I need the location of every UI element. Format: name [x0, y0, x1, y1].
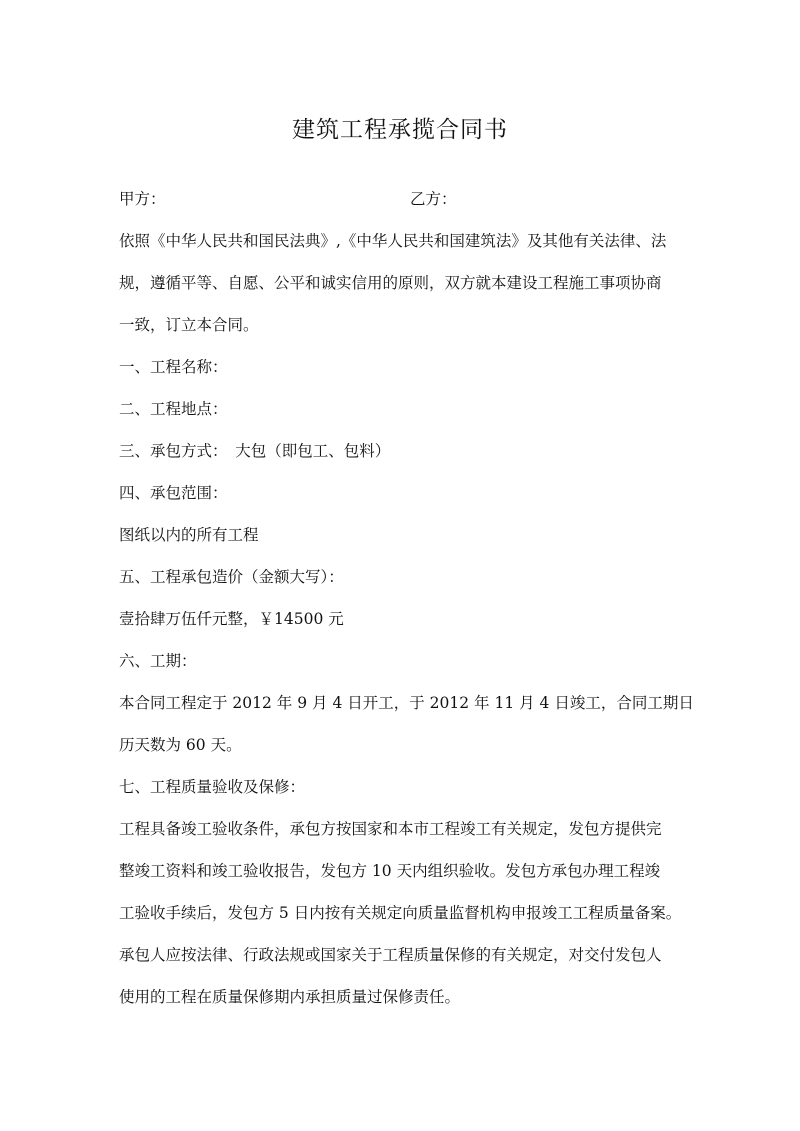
section-heading-contract-scope: 四、承包范围：: [119, 484, 228, 502]
body-line: 规，遵循平等、自愿、公平和诚实信用的原则，双方就本建设工程施工事项协商: [119, 274, 662, 292]
body-line: 工程具备竣工验收条件，承包方按国家和本市工程竣工有关规定，发包方提供完: [119, 820, 662, 838]
section-heading-duration: 六、工期：: [119, 652, 197, 670]
section-heading-quality-acceptance: 七、工程质量验收及保修：: [119, 778, 306, 796]
section-heading-contract-method: 三、承包方式： 大包（即包工、包料）: [119, 442, 391, 460]
body-line: 壹拾肆万伍仟元整，￥14500 元: [119, 610, 344, 628]
section-heading-contract-price: 五、工程承包造价（金额大写）：: [119, 568, 344, 586]
body-line: 工验收手续后，发包方 5 日内按有关规定向质量监督机构申报竣工工程质量备案。: [119, 904, 682, 922]
section-heading-project-name: 一、工程名称：: [119, 358, 228, 376]
section-heading-project-location: 二、工程地点：: [119, 400, 228, 418]
body-line: 历天数为 60 天。: [119, 736, 242, 754]
body-line: 依照《中华人民共和国民法典》,《中华人民共和国建筑法》及其他有关法律、法: [119, 232, 667, 250]
body-line: 使用的工程在质量保修期内承担质量过保修责任。: [119, 988, 461, 1006]
party-b-label: 乙方：: [410, 190, 457, 208]
body-line: 承包人应按法律、行政法规或国家关于工程质量保修的有关规定，对交付发包人: [119, 946, 662, 964]
body-line: 图纸以内的所有工程: [119, 526, 259, 544]
body-line: 一致，订立本合同。: [119, 316, 259, 334]
party-a-label: 甲方：: [119, 190, 166, 208]
body-line: 本合同工程定于 2012 年 9 月 4 日开工，于 2012 年 11 月 4 日竣工，合同工期日: [119, 694, 694, 712]
body-line: 整竣工资料和竣工验收报告，发包方 10 天内组织验收。发包方承包办理工程竣: [119, 862, 661, 880]
document-title: 建筑工程承揽合同书: [292, 117, 508, 143]
